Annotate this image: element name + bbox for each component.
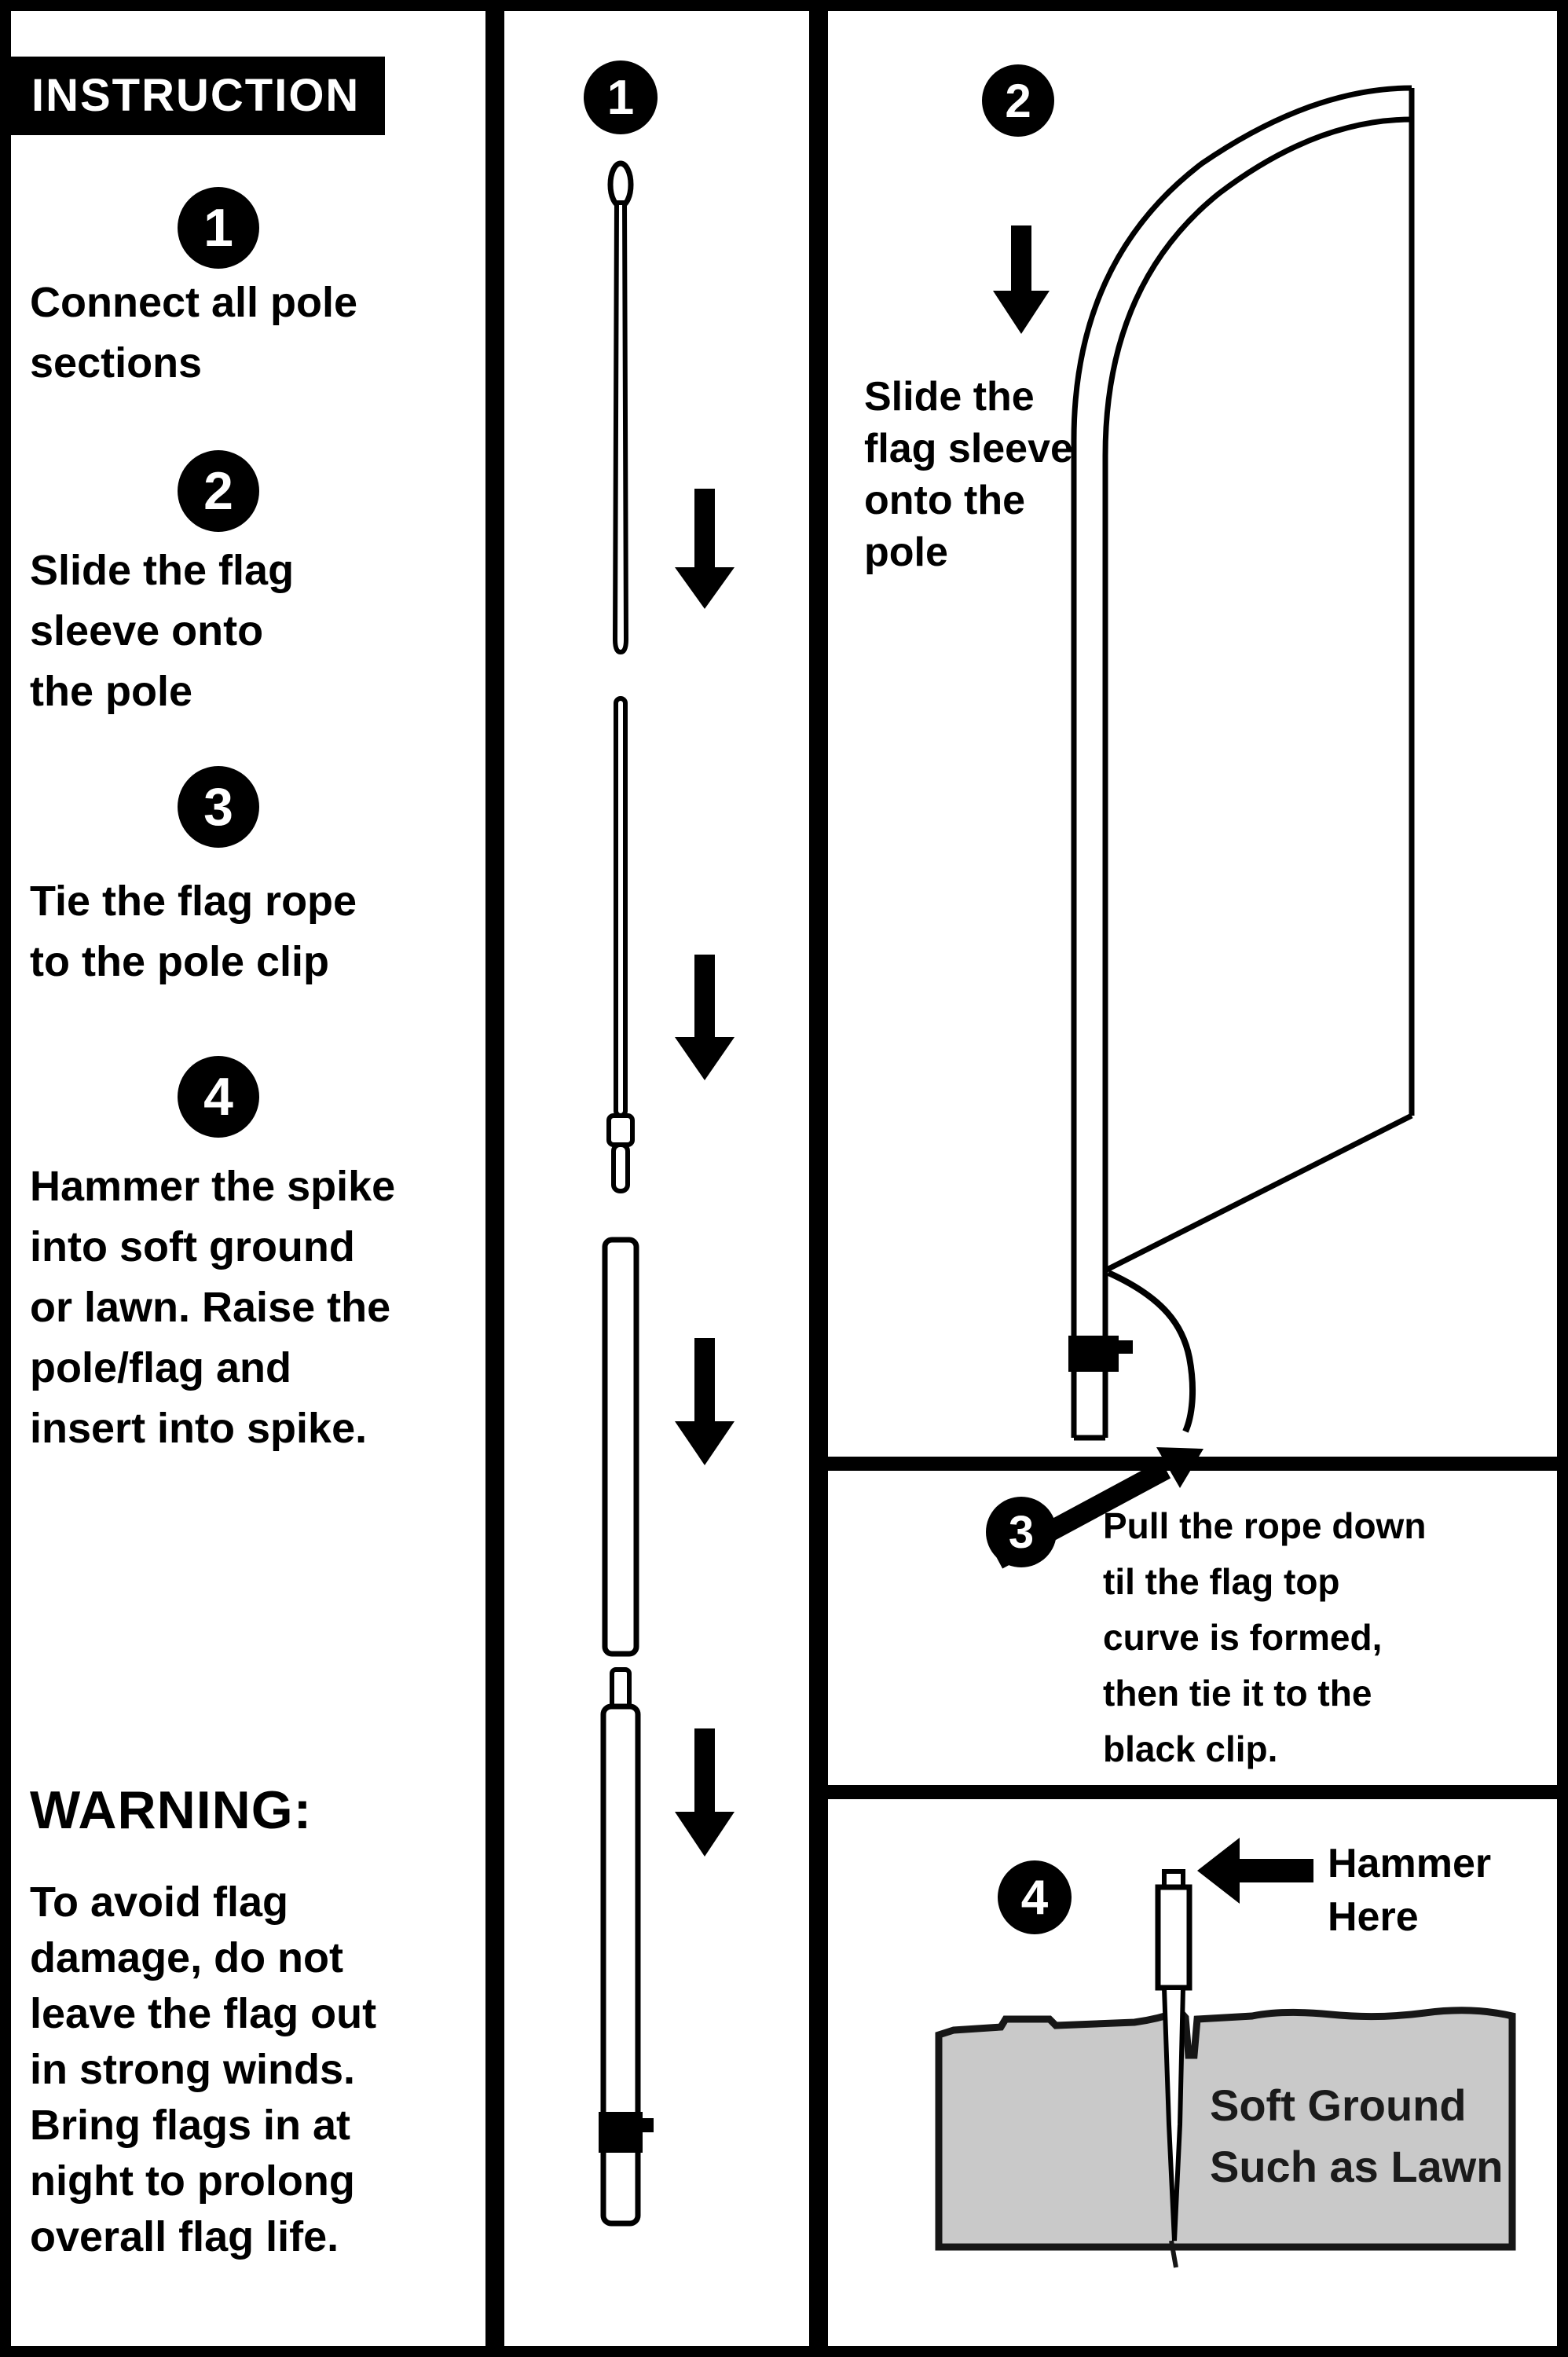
middle-step1-number: 1 <box>606 70 635 125</box>
warning-text-line: To avoid flag <box>30 1879 289 1926</box>
down-arrow-icon <box>675 1728 735 1857</box>
step1-number: 1 <box>203 198 233 258</box>
soft-ground-line: Soft Ground <box>1210 2080 1467 2130</box>
flag-and-spike-illustration <box>828 11 1557 2346</box>
step1-text <box>30 273 357 394</box>
flag-illustration <box>1068 88 1412 1438</box>
right-step3-text-line: Pull the rope down <box>1103 1505 1427 1546</box>
right-step2-text-line: Slide the <box>864 374 1035 420</box>
warning-text-line: leave the flag out <box>30 1990 377 2037</box>
divider-middle-right <box>809 11 828 2346</box>
hammer-here-line: Hammer <box>1328 1841 1492 1886</box>
pole-clip <box>599 2112 643 2153</box>
step4-text <box>30 1157 395 1459</box>
warning-title: WARNING: <box>30 1780 313 1840</box>
right-step3-text-line: black clip. <box>1103 1728 1278 1769</box>
step4-text-line: or lawn. Raise the <box>30 1284 391 1331</box>
step2-text-line: sleeve onto <box>30 607 264 654</box>
soft-ground-label <box>1210 2075 1503 2198</box>
right-step2-number: 2 <box>1005 74 1031 127</box>
pole-section-2 <box>609 698 632 1191</box>
step4-text-line: into soft ground <box>30 1223 355 1270</box>
right-step3-badge <box>986 1497 1057 1567</box>
right-step4-badge <box>998 1860 1072 1934</box>
right-step3-text <box>1103 1498 1426 1777</box>
down-arrow-icon <box>993 225 1050 334</box>
warning-text-line: overall flag life. <box>30 2213 339 2260</box>
step2-number: 2 <box>203 461 233 521</box>
warning-text <box>30 1875 376 2265</box>
step1-badge <box>178 187 259 269</box>
right-step3-number: 3 <box>1008 1506 1035 1558</box>
right-step2-badge <box>982 64 1054 137</box>
pole-section-1 <box>610 163 631 652</box>
warning-text-line: night to prolong <box>30 2157 355 2205</box>
step4-text-line: pole/flag and <box>30 1344 292 1391</box>
flag-pole-clip <box>1068 1336 1119 1372</box>
warning-text-line: in strong winds. <box>30 2046 355 2093</box>
down-arrow-icon <box>675 955 735 1080</box>
step3-text-line: to the pole clip <box>30 938 330 985</box>
page-title: INSTRUCTION <box>11 57 385 135</box>
right-step2-text-line: pole <box>864 530 948 575</box>
right-step2-text-line: onto the <box>864 478 1026 523</box>
soft-ground-line: Such as Lawn <box>1210 2142 1504 2191</box>
right-step3-text-line: til the flag top <box>1103 1561 1340 1602</box>
step1-text-line: Connect all pole <box>30 279 358 326</box>
left-arrow-icon <box>1197 1838 1313 1904</box>
step3-text-line: Tie the flag rope <box>30 878 357 925</box>
down-arrow-icon <box>675 489 735 609</box>
step4-text-line: Hammer the spike <box>30 1163 396 1210</box>
divider-left-middle <box>485 11 504 2346</box>
step4-number: 4 <box>203 1067 233 1127</box>
step3-number: 3 <box>203 777 233 837</box>
right-step2-text-line: flag sleeve <box>864 426 1073 471</box>
step2-text <box>30 541 294 722</box>
middle-step1-badge <box>584 60 658 134</box>
step4-text-line: insert into spike. <box>30 1405 368 1452</box>
step3-text <box>30 871 357 992</box>
pole-section-4 <box>599 1670 654 2223</box>
right-step3-text-line: then tie it to the <box>1103 1673 1372 1714</box>
pole-section-3 <box>605 1240 636 1654</box>
right-step4-number: 4 <box>1020 1870 1049 1925</box>
hammer-here-label <box>1328 1837 1491 1944</box>
warning-text-line: damage, do not <box>30 1934 344 1981</box>
step1-text-line: sections <box>30 339 203 387</box>
step4-badge <box>178 1056 259 1138</box>
hammer-here-line: Here <box>1328 1894 1419 1940</box>
right-step3-text-line: curve is formed, <box>1103 1617 1383 1658</box>
step2-badge <box>178 450 259 532</box>
warning-text-line: Bring flags in at <box>30 2102 351 2149</box>
right-step2-text <box>864 371 1073 578</box>
step3-badge <box>178 766 259 848</box>
down-arrow-icon <box>675 1338 735 1465</box>
pole-sections-illustration <box>511 11 811 2346</box>
step2-text-line: the pole <box>30 668 193 715</box>
flag-bottom-edge <box>1107 1116 1412 1270</box>
step2-text-line: Slide the flag <box>30 547 295 594</box>
